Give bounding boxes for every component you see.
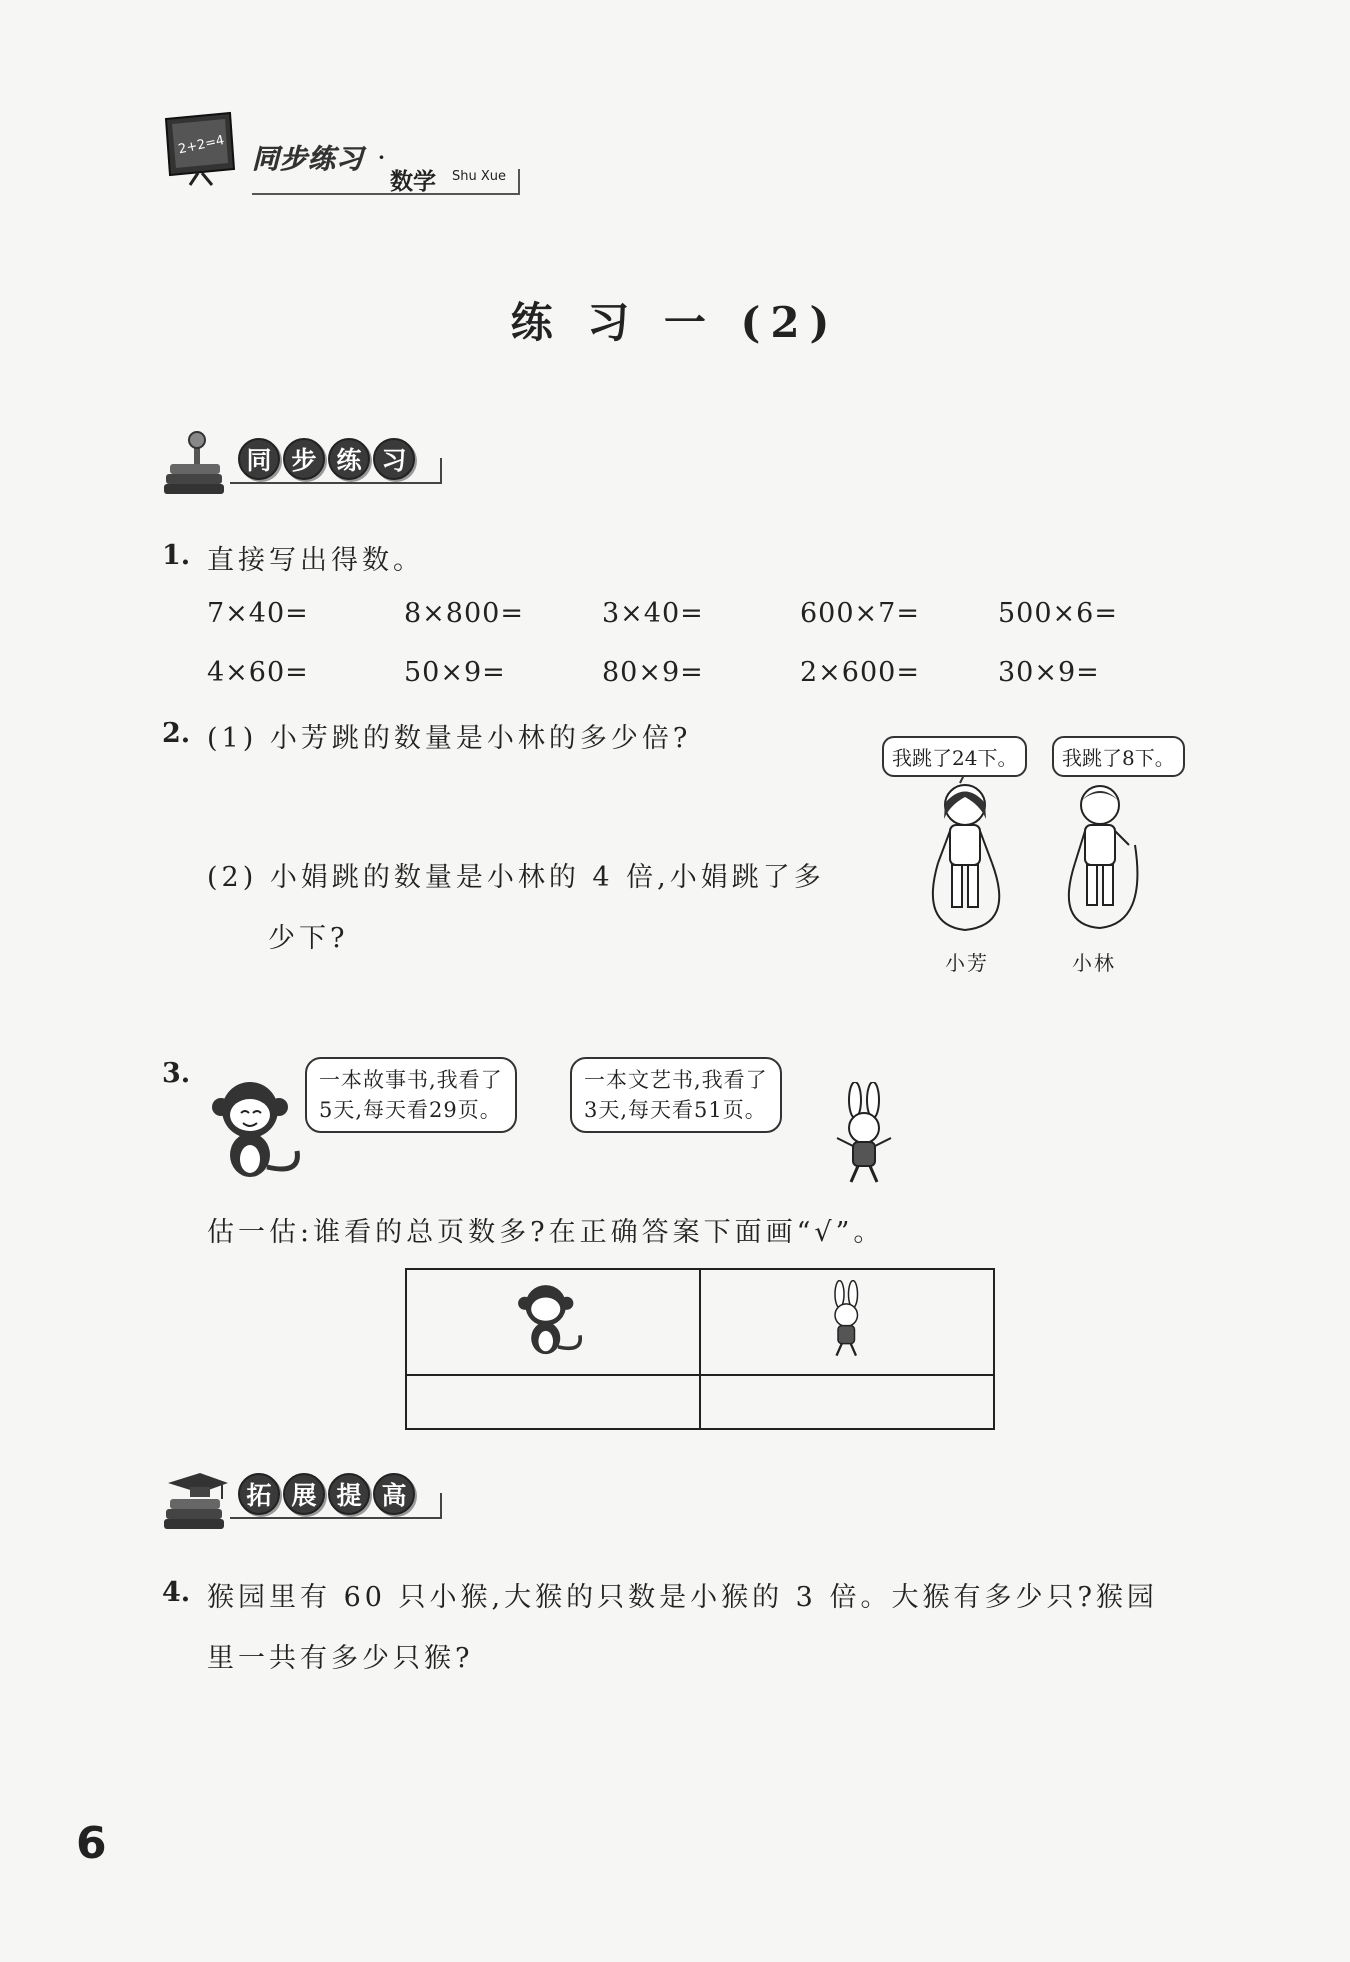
section-char: 步 [283,438,325,480]
header-banner [160,105,520,197]
boy-jumping-rope-illustration [1055,775,1165,935]
q1-expr: 7×40= [207,598,309,629]
q4-line1: 猴园里有 60 只小猴,大猴的只数是小猴的 3 倍。大猴有多少只?猴园 [207,1582,1158,1613]
rabbit-line1: 一本文艺书,我看了 [584,1068,768,1092]
rabbit-icon [817,1280,877,1360]
monkey-icon [513,1280,593,1360]
section-char: 同 [238,438,280,480]
section-underline [230,1517,442,1519]
answer-cell-monkey[interactable] [406,1375,700,1429]
name-label-lin: 小林 [1072,951,1116,975]
header-dot: · [378,145,385,169]
table-cell-monkey [406,1269,700,1375]
section-practice-title [238,438,415,480]
section-underline-end [440,458,442,484]
speech-bubble-monkey [305,1057,517,1133]
q2-part1: (1) 小芳跳的数量是小林的多少倍? [207,723,692,754]
section-char: 拓 [238,1473,280,1515]
q3-instruction: 估一估:谁看的总页数多?在正确答案下面画“√”。 [207,1217,885,1248]
monkey-illustration [205,1075,315,1185]
rabbit-line2: 3天,每天看51页。 [584,1098,767,1122]
table-row [406,1375,994,1429]
books-graduation-cap-icon [160,1465,230,1535]
answer-cell-rabbit[interactable] [700,1375,994,1429]
blackboard-icon [160,109,238,187]
table-row [406,1269,994,1375]
header-underline-end [518,169,520,195]
speech-bubble-lin: 我跳了8下。 [1052,736,1185,777]
q4-line2: 里一共有多少只猴? [207,1643,474,1674]
q1-expr: 30×9= [998,657,1100,688]
section-underline-end [440,1493,442,1519]
q1-text: 直接写出得数。 [207,545,424,576]
section-underline [230,482,442,484]
q4-number: 4. [162,1577,191,1608]
q2-part2-line1: (2) 小娟跳的数量是小林的 4 倍,小娟跳了多 [207,862,825,893]
monkey-line1: 一本故事书,我看了 [319,1068,503,1092]
speech-bubble-fang: 我跳了24下。 [882,736,1027,777]
q1-number: 1. [162,540,191,571]
header-pinyin: Shu Xue [452,169,507,184]
q3-number: 3. [162,1058,191,1089]
q1-expr: 500×6= [998,598,1118,629]
header-series: 同步练习 [252,144,364,175]
section-char: 展 [283,1473,325,1515]
section-extend-title [238,1473,415,1515]
table-cell-rabbit [700,1269,994,1375]
q2-part2-line2: 少下? [268,923,349,954]
q1-expr: 8×800= [404,598,524,629]
section-char: 高 [373,1473,415,1515]
q1-expr: 3×40= [602,598,704,629]
rabbit-illustration [825,1082,905,1187]
header-underline [252,193,520,195]
q2-number: 2. [162,718,191,749]
section-char: 提 [328,1473,370,1515]
books-lamp-icon [160,430,230,500]
lesson-title: 练 习 一 (2) [510,298,840,347]
monkey-line2: 5天,每天看29页。 [319,1098,502,1122]
section-char: 习 [373,438,415,480]
answer-table [405,1268,995,1430]
section-char: 练 [328,438,370,480]
q1-expr: 600×7= [800,598,920,629]
svg-text:2+2=4: 2+2=4 [177,133,226,158]
girl-jumping-rope-illustration [920,775,1030,935]
section-extend-badge [160,1465,460,1535]
section-practice-badge [160,430,460,500]
name-label-fang: 小芳 [945,951,989,975]
q1-expr: 50×9= [404,657,506,688]
q1-expr: 80×9= [602,657,704,688]
page-number: 6 [76,1818,107,1869]
q1-expr: 4×60= [207,657,309,688]
speech-bubble-rabbit [570,1057,782,1133]
header-subject: 数学 [390,169,436,195]
q1-expr: 2×600= [800,657,920,688]
